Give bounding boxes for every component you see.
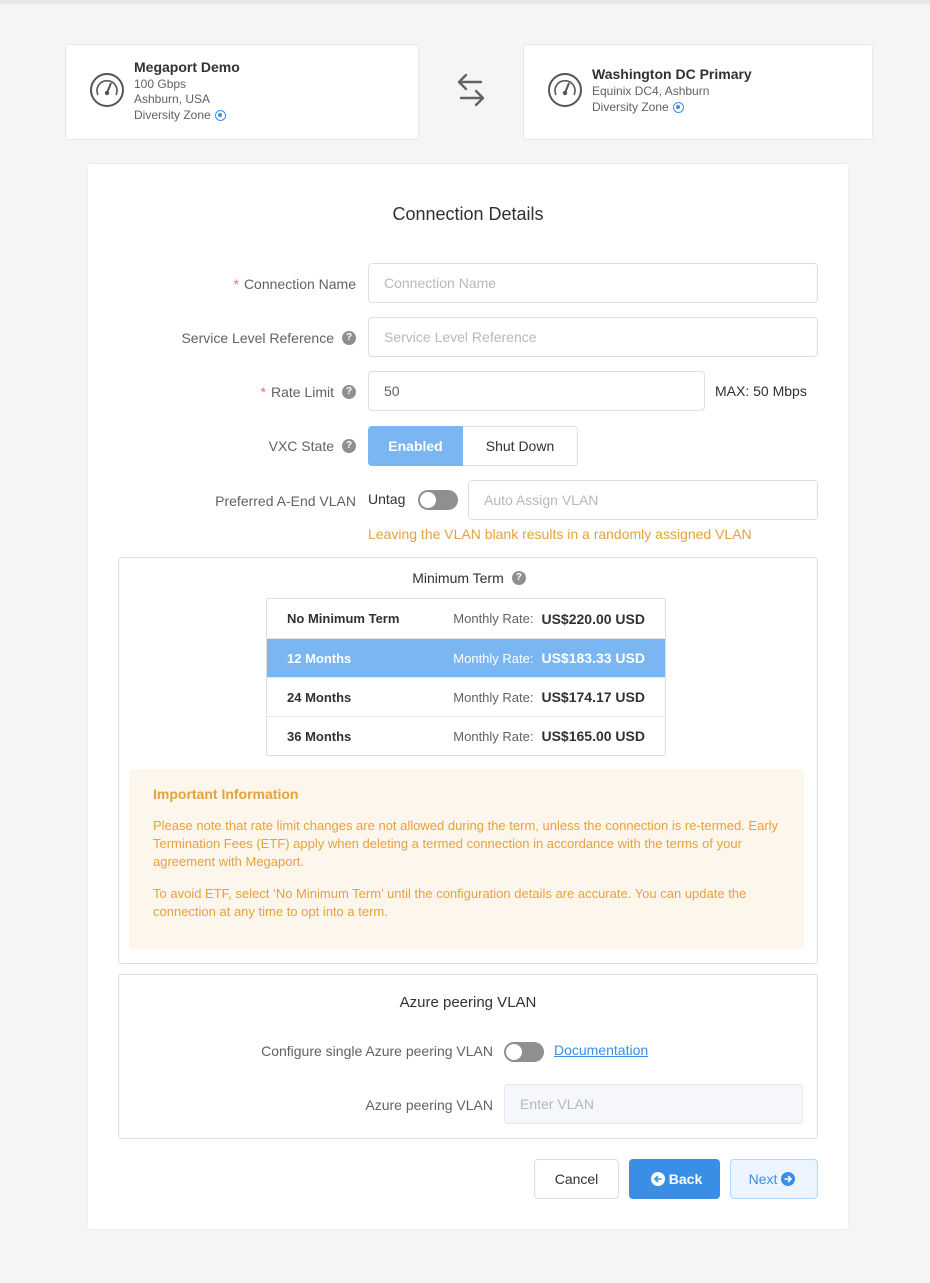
term-rate: US$174.17 USD bbox=[541, 689, 645, 705]
term-rate: US$220.00 USD bbox=[541, 610, 645, 627]
term-rate-label: Monthly Rate: bbox=[453, 650, 534, 666]
a-end-speed: 100 Gbps bbox=[134, 77, 187, 91]
b-end-diversity-zone bbox=[592, 100, 684, 115]
a-end-name: Megaport Demo bbox=[134, 59, 240, 75]
info-title: Important Information bbox=[153, 786, 299, 802]
connection-details-card bbox=[87, 163, 849, 1230]
back-button[interactable] bbox=[629, 1159, 720, 1199]
service-level-input[interactable]: Service Level Reference bbox=[368, 317, 818, 357]
term-table bbox=[266, 598, 666, 756]
top-divider bbox=[0, 0, 930, 4]
back-button-label: Back bbox=[668, 1171, 703, 1187]
azure-peering-title: Azure peering VLAN bbox=[399, 994, 537, 1011]
vxc-state-toggle-group bbox=[368, 426, 578, 466]
help-icon[interactable]: ? bbox=[512, 571, 526, 585]
vlan-hint: Leaving the VLAN blank results in a randomly assigned VLAN bbox=[368, 526, 752, 542]
configure-azure-vlan-switch[interactable] bbox=[504, 1042, 544, 1062]
arrow-left-circle-icon bbox=[651, 1172, 665, 1186]
service-level-label bbox=[181, 328, 356, 348]
documentation-link[interactable]: Documentation bbox=[554, 1042, 649, 1058]
port-speedometer-icon bbox=[547, 72, 583, 108]
rate-limit-max: MAX: 50 Mbps bbox=[715, 383, 807, 399]
swap-arrows-icon bbox=[455, 72, 487, 108]
connection-name-label-text: Connection Name bbox=[243, 276, 356, 292]
next-button-label: Next bbox=[748, 1171, 778, 1187]
b-end-location: Equinix DC4, Ashburn bbox=[592, 84, 710, 98]
rate-limit-label bbox=[261, 382, 356, 402]
vxc-state-shutdown-button[interactable]: Shut Down bbox=[463, 426, 578, 466]
term-name: No Minimum Term bbox=[287, 611, 400, 626]
info-paragraph-rate-limit: Please note that rate limit changes are not allowed during the term, unless the connection is re-termed. Early Termination Fees (ETF) apply when deleting a termed connection in accordance with the terms of your agreement with Megaport. bbox=[153, 818, 779, 869]
next-button[interactable] bbox=[730, 1159, 818, 1199]
minimum-term-title-text: Minimum Term bbox=[412, 570, 504, 586]
term-name: 12 Months bbox=[287, 650, 352, 666]
rate-limit-label-text: Rate Limit bbox=[270, 384, 334, 400]
a-end-diversity-zone bbox=[134, 108, 226, 123]
term-rate: US$165.00 USD bbox=[541, 728, 645, 744]
term-rate-label: Monthly Rate: bbox=[453, 611, 534, 626]
term-row-36-months[interactable] bbox=[267, 716, 665, 755]
configure-azure-vlan-label: Configure single Azure peering VLAN bbox=[261, 1043, 493, 1059]
service-level-label-text: Service Level Reference bbox=[181, 330, 334, 346]
a-end-location: Ashburn, USA bbox=[134, 92, 211, 106]
cancel-button[interactable]: Cancel bbox=[534, 1159, 619, 1199]
b-end-diversity-label: Diversity Zone bbox=[592, 100, 669, 114]
term-row-24-months[interactable] bbox=[267, 677, 665, 716]
term-name: 24 Months bbox=[287, 689, 352, 705]
azure-vlan-label: Azure peering VLAN bbox=[365, 1097, 493, 1113]
help-icon[interactable]: ? bbox=[342, 331, 356, 345]
a-end-diversity-label: Diversity Zone bbox=[134, 108, 211, 122]
connection-name-input[interactable]: Connection Name bbox=[368, 263, 818, 303]
term-row-no-minimum[interactable] bbox=[267, 599, 665, 638]
diversity-zone-icon bbox=[215, 110, 226, 121]
vlan-label: Preferred A-End VLAN bbox=[215, 493, 356, 509]
term-rate-label: Monthly Rate: bbox=[453, 689, 534, 705]
page-title: Connection Details bbox=[392, 204, 544, 224]
b-end-card[interactable] bbox=[523, 44, 873, 140]
required-asterisk: * bbox=[233, 276, 239, 292]
vxc-state-enabled-button[interactable]: Enabled bbox=[368, 426, 463, 466]
minimum-term-panel bbox=[118, 557, 818, 964]
vxc-state-label bbox=[269, 436, 356, 456]
untag-label: Untag bbox=[368, 491, 406, 507]
help-icon[interactable]: ? bbox=[342, 439, 356, 453]
required-asterisk: * bbox=[260, 384, 266, 400]
diversity-zone-icon bbox=[673, 102, 684, 113]
port-speedometer-icon bbox=[89, 72, 125, 108]
info-paragraph-etf: To avoid ETF, select ‘No Minimum Term’ until the configuration details are accurate. You can update the connection at any time to opt into a term. bbox=[153, 886, 747, 919]
term-rate-label: Monthly Rate: bbox=[453, 728, 534, 744]
vxc-state-label-text: VXC State bbox=[268, 438, 334, 454]
azure-peering-panel bbox=[118, 974, 818, 1139]
untag-switch[interactable] bbox=[418, 490, 458, 510]
b-end-name: Washington DC Primary bbox=[592, 66, 752, 82]
term-row-12-months[interactable] bbox=[267, 638, 665, 677]
term-name: 36 Months bbox=[287, 728, 352, 744]
important-information-box bbox=[129, 769, 804, 949]
arrow-right-circle-icon bbox=[781, 1172, 795, 1186]
azure-vlan-input[interactable]: Enter VLAN bbox=[504, 1084, 803, 1124]
a-end-card[interactable] bbox=[65, 44, 419, 140]
term-rate: US$183.33 USD bbox=[541, 650, 645, 666]
rate-limit-input[interactable]: 50 bbox=[368, 371, 705, 411]
minimum-term-title bbox=[119, 568, 819, 588]
help-icon[interactable]: ? bbox=[342, 385, 356, 399]
vlan-input[interactable]: Auto Assign VLAN bbox=[468, 480, 818, 520]
connection-name-label bbox=[233, 274, 356, 294]
